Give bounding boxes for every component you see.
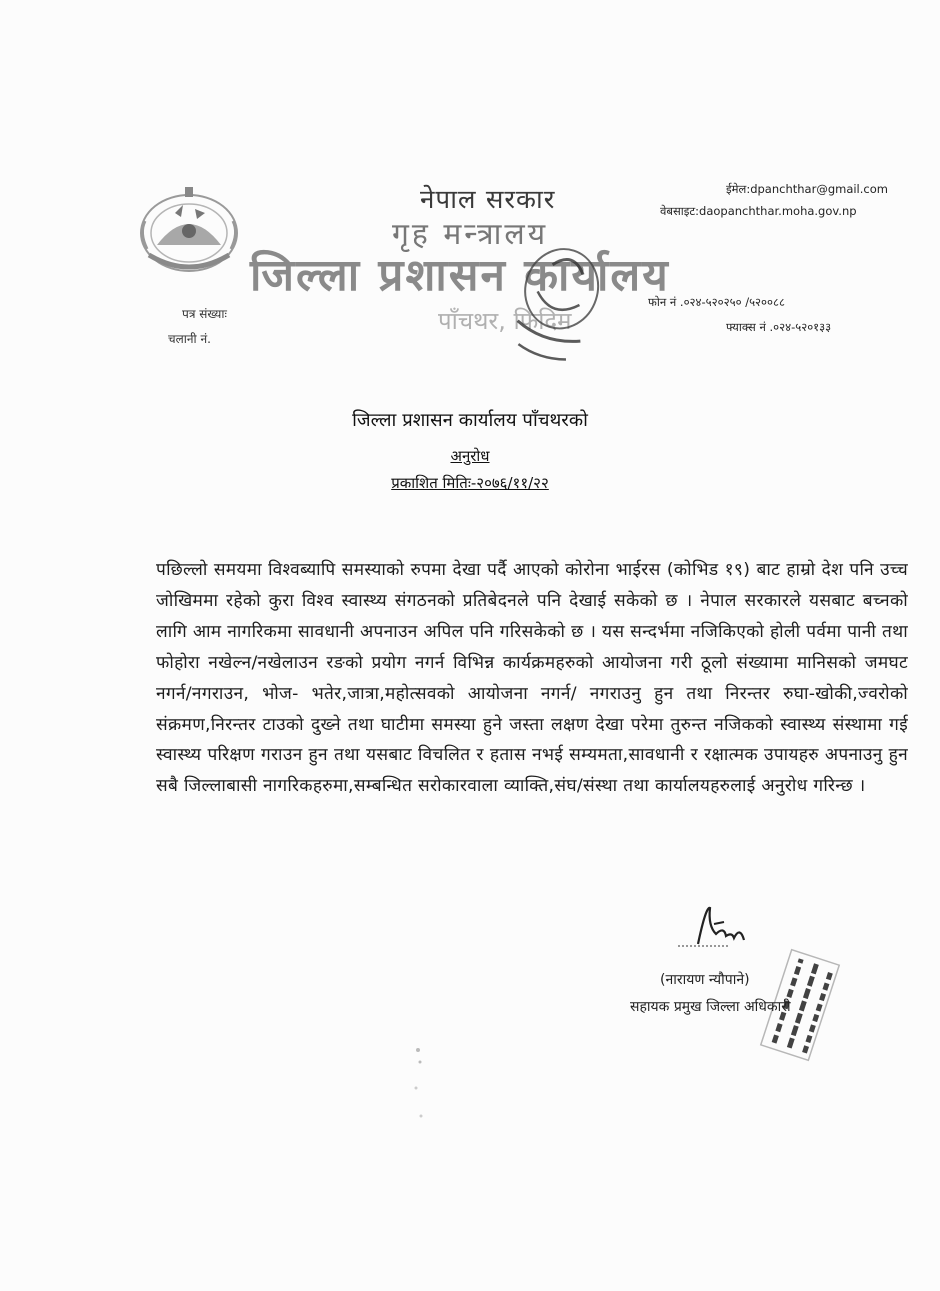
ministry-title: गृह मन्त्रालय (392, 217, 549, 252)
notice-type-text: अनुरोध (450, 447, 490, 465)
published-date (0, 473, 940, 493)
office-location: पाँचथर, फिदिम (438, 307, 572, 335)
notice-heading: जिल्ला प्रशासन कार्यालय पाँचथरको (352, 410, 588, 431)
notice-body: पछिल्लो समयमा विश्वब्यापि समस्याको रुपमा देखा पर्दै आएको कोरोना भाईरस (कोभिड १९) बाट हाम्रो देश पनि उच्च जोखिममा रहेको कुरा विश्व स्वास्थ्य संगठनको प्रतिबेदनले पनि देखाई सकेको छ । नेपाल सरकारले यसबाट बच्नको लागि आम नागरिकमा सावधानी अपनाउन अपिल पनि गरिसकेको छ । यस सन्दर्भमा नजिकिएको होली पर्वमा पानी तथा फोहोरा नखेल्न/नखेलाउन रङको प्रयोग नगर्न विभिन्न कार्यक्रमहरुको आयोजना गरी ठूलो संख्यामा मानिसको जमघट नगर्न/नगराउन, भोज- भतेर,जात्रा,महोत्सवको आयोजना नगर्न/ नगराउनु हुन तथा निरन्तर रुघा-खोकी,ज्वरोको संक्रमण,निरन्तर टाउको दुख्ने तथा घाटीमा समस्या हुने जस्ता लक्षण देखा परेमा तुरुन्त नजिकको स्वास्थ्य संस्थामा गई स्वास्थ्य परिक्षण गराउन हुन तथा यसबाट विचलित र हतास नभई सम्यमता,सावधानी र रक्षात्मक उपायहरु अपनाउनु हुन सबै जिल्लाबासी नागरिकहरुमा,सम्बन्धित सरोकारवाला व्याक्ति,संघ/संस्था तथा कार्यालयहरुलाई अनुरोध गरिन्छ । (156, 560, 908, 797)
signatory-title: सहायक प्रमुख जिल्ला अधिकारी (630, 999, 791, 1015)
phone-number: फोन नं .०२४-५२०२५० /५२००८८ (648, 295, 785, 309)
published-date-text: प्रकाशित मितिः-२०७६/११/२२ (391, 474, 549, 492)
website-address: वेबसाइट:daopanchthar.moha.gov.np (660, 204, 857, 218)
government-title: नेपाल सरकार (420, 185, 556, 215)
nepal-emblem-icon (135, 183, 243, 278)
fax-number: फ्याक्स नं .०२४-५२०१३३ (726, 320, 832, 334)
signatory-name: (नारायण न्यौपाने) (660, 972, 750, 988)
office-seal-stamp (505, 228, 609, 378)
scan-speck (400, 1040, 440, 1130)
signature-mark (668, 896, 758, 956)
officer-stamp (748, 930, 852, 1080)
email-address: ईमेल:dpanchthar@gmail.com (726, 182, 888, 196)
office-title: जिल्ला प्रशासन कार्यालय (250, 250, 670, 301)
dispatch-number-label: चलानी नं. (168, 332, 211, 346)
letter-number-label: पत्र संख्याः (182, 307, 227, 321)
notice-type (0, 446, 940, 466)
